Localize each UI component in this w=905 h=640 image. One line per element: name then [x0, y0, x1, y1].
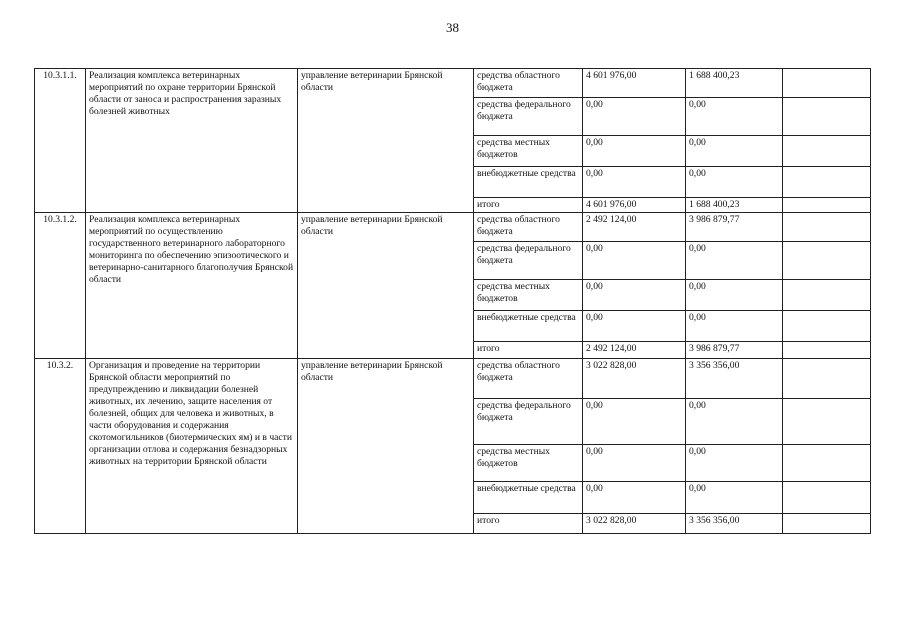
value-year-2: 0,00: [686, 482, 783, 514]
value-year-1: 0,00: [583, 98, 686, 136]
value-year-1: 3 022 828,00: [583, 514, 686, 534]
funding-source: итого: [474, 198, 583, 213]
value-year-2: 1 688 400,23: [686, 69, 783, 98]
value-year-3: [783, 198, 871, 213]
funding-source: средства местных бюджетов: [474, 445, 583, 482]
item-executor: управление ветеринарии Брянской области: [298, 359, 474, 534]
value-year-1: 2 492 124,00: [583, 213, 686, 242]
funding-source: итого: [474, 342, 583, 359]
value-year-3: [783, 280, 871, 311]
item-description: Реализация комплекса ветеринарных мероприятий по осуществлению государственного ветеринарного лабораторного мониторинга по обеспечению эпизоотического и ветеринарно-санитарного благополучия Брянской области: [86, 213, 298, 359]
value-year-2: 0,00: [686, 242, 783, 280]
page-number: 38: [446, 20, 459, 35]
funding-source: средства областного бюджета: [474, 213, 583, 242]
funding-source: внебюджетные средства: [474, 482, 583, 514]
item-executor: управление ветеринарии Брянской области: [298, 69, 474, 213]
value-year-2: 0,00: [686, 445, 783, 482]
value-year-1: 2 492 124,00: [583, 342, 686, 359]
value-year-3: [783, 98, 871, 136]
funding-source: средства местных бюджетов: [474, 280, 583, 311]
table-row: [35, 359, 871, 399]
funding-source: средства федерального бюджета: [474, 98, 583, 136]
funding-source: итого: [474, 514, 583, 534]
budget-table: [34, 68, 871, 534]
value-year-1: 0,00: [583, 167, 686, 198]
value-year-2: 3 356 356,00: [686, 514, 783, 534]
value-year-2: 0,00: [686, 98, 783, 136]
funding-source: средства федерального бюджета: [474, 242, 583, 280]
value-year-1: 0,00: [583, 482, 686, 514]
funding-source: средства федерального бюджета: [474, 399, 583, 445]
value-year-1: 0,00: [583, 311, 686, 342]
value-year-2: 3 356 356,00: [686, 359, 783, 399]
value-year-1: 4 601 976,00: [583, 69, 686, 98]
funding-source: средства местных бюджетов: [474, 136, 583, 167]
value-year-3: [783, 514, 871, 534]
item-number: 10.3.1.1.: [35, 69, 86, 213]
value-year-3: [783, 445, 871, 482]
value-year-3: [783, 136, 871, 167]
value-year-3: [783, 482, 871, 514]
funding-source: внебюджетные средства: [474, 311, 583, 342]
value-year-3: [783, 213, 871, 242]
item-number: 10.3.2.: [35, 359, 86, 534]
funding-source: средства областного бюджета: [474, 69, 583, 98]
item-executor: управление ветеринарии Брянской области: [298, 213, 474, 359]
table-row: [35, 213, 871, 242]
item-description: Реализация комплекса ветеринарных мероприятий по охране территории Брянской области от заноса и распространения заразных болезней животных: [86, 69, 298, 213]
value-year-3: [783, 167, 871, 198]
value-year-1: 0,00: [583, 136, 686, 167]
value-year-1: 3 022 828,00: [583, 359, 686, 399]
item-number: 10.3.1.2.: [35, 213, 86, 359]
value-year-3: [783, 399, 871, 445]
value-year-1: 0,00: [583, 445, 686, 482]
funding-source: внебюджетные средства: [474, 167, 583, 198]
item-description: Организация и проведение на территории Брянской области мероприятий по предупреждению и ликвидации болезней животных, их лечению, защите населения от болезней, общих для человека и животных, в части оборудования и содержания скотомогильников (биотермических ям) и в части организации отлова и содержания безнадзорных животных на территории Брянской области: [86, 359, 298, 534]
value-year-2: 1 688 400,23: [686, 198, 783, 213]
value-year-3: [783, 69, 871, 98]
value-year-2: 0,00: [686, 280, 783, 311]
value-year-2: 0,00: [686, 167, 783, 198]
value-year-3: [783, 342, 871, 359]
value-year-1: 0,00: [583, 280, 686, 311]
value-year-2: 0,00: [686, 399, 783, 445]
value-year-1: 0,00: [583, 399, 686, 445]
value-year-1: 4 601 976,00: [583, 198, 686, 213]
value-year-3: [783, 311, 871, 342]
funding-source: средства областного бюджета: [474, 359, 583, 399]
value-year-3: [783, 242, 871, 280]
value-year-2: 3 986 879,77: [686, 342, 783, 359]
value-year-2: 3 986 879,77: [686, 213, 783, 242]
value-year-2: 0,00: [686, 311, 783, 342]
value-year-2: 0,00: [686, 136, 783, 167]
value-year-3: [783, 359, 871, 399]
value-year-1: 0,00: [583, 242, 686, 280]
table-row: [35, 69, 871, 98]
